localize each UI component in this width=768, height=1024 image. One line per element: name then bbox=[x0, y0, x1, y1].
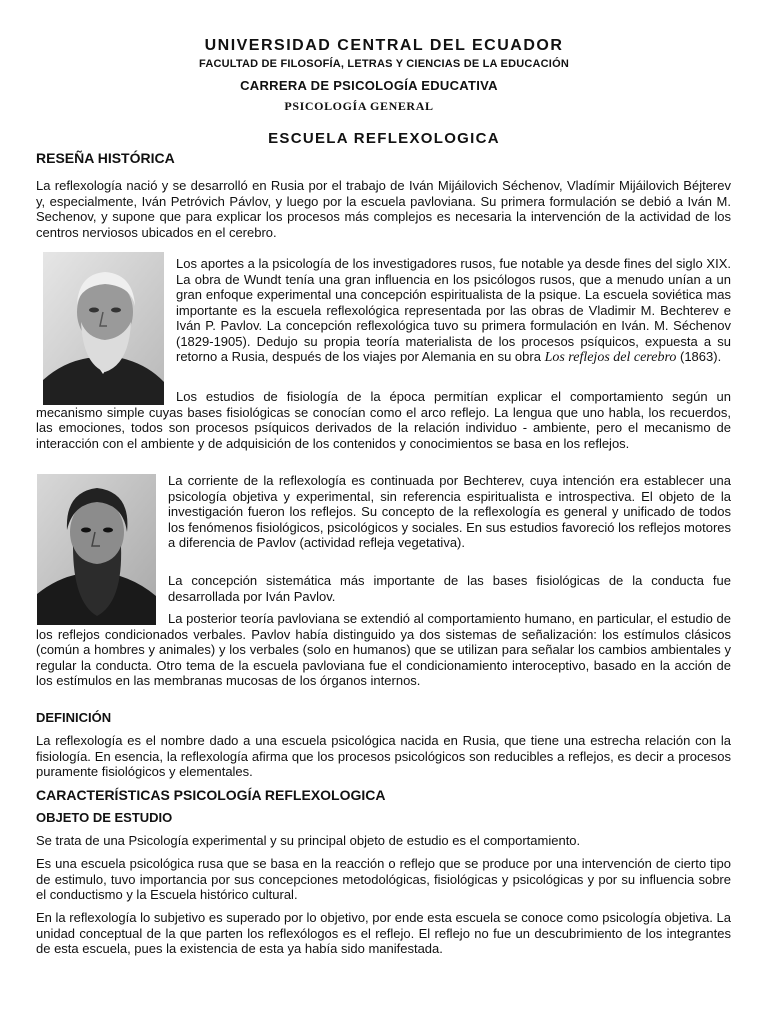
section-heading-definition: DEFINICIÓN bbox=[36, 710, 112, 725]
paragraph-bechterev: La corriente de la reflexología es continuada por Bechterev, cuya intención era establecer una psicología objetiva y experimental, sin referencia espiritualista e introspectiva. El objeto de la investigación fueron los reflejos. Su concepto de la reflexología es general y unificado de todos los fenómenos fisiológicos, psicológicos y sociales. En sus estudios favoreció los reflejos motores a diferencia de Pavlov (actividad refleja vegetativa). bbox=[168, 473, 731, 550]
paragraph-objective-psychology: En la reflexología lo subjetivo es superado por lo objetivo, por ende esta escuela se conoce como psicología objetiva. La unidad conceptual de la que parten los reflexólogos es el reflejo. El reflejo no fue un descubrimiento de los integrantes de esta escuela, pues la existencia de esta ya había sido manifestada. bbox=[36, 910, 731, 956]
paragraph-object-intro: Se trata de una Psicología experimental y su principal objeto de estudio es el comportamiento. bbox=[36, 833, 581, 848]
section-heading-history: RESEÑA HISTÓRICA bbox=[36, 150, 175, 166]
career-name: CARRERA DE PSICOLOGÍA EDUCATIVA bbox=[240, 78, 498, 93]
subject-name: PSICOLOGÍA GENERAL bbox=[284, 99, 434, 113]
document-title: ESCUELA REFLEXOLOGICA bbox=[268, 130, 500, 147]
paragraph-definition: La reflexología es el nombre dado a una escuela psicológica nacida en Rusia, que tiene una estrecha relación con la fisiología. En esencia, la reflexología afirma que los procesos psicológicos son reducibles a reflejos, es decir a procesos puramente fisiológicos y elementales. bbox=[36, 733, 731, 779]
portrait-sechenov-image bbox=[43, 252, 164, 405]
paragraph-russian-contributions bbox=[176, 256, 731, 366]
paragraph-history-intro: La reflexología nació y se desarrolló en Rusia por el trabajo de Iván Mijáilovich Séchenov, Vladímir Mijáilovich Béjterev y, especialmente, Iván Petróvich Pávlov, y luego por la escuela pavloviana. Su primera formulación se debió a Iván M. Sechenov, y supone que para explicar los procesos más complejos es necesaria la intervención de la actividad de los centros nerviosos ubicados en el cerebro. bbox=[36, 178, 731, 240]
faculty-name: FACULTAD DE FILOSOFÍA, LETRAS Y CIENCIAS DE LA EDUCACIÓN bbox=[199, 58, 569, 70]
section-heading-object: OBJETO DE ESTUDIO bbox=[36, 810, 173, 825]
paragraph-russian-school: Es una escuela psicológica rusa que se basa en la reacción o reflejo que se produce por una intervención de cierto tipo de estimulo, tuvo importancia por sus concepciones metodológicas, fisiológicas y psicológicas y por su influencia sobre el conductismo y la Escuela histórico cultural. bbox=[36, 856, 731, 902]
university-name: UNIVERSIDAD CENTRAL DEL ECUADOR bbox=[204, 37, 564, 54]
portrait-sechenov bbox=[43, 252, 164, 405]
book-year: (1863). bbox=[676, 349, 722, 364]
book-title: Los reflejos del cerebro bbox=[544, 350, 677, 365]
paragraph-russian-contributions-text: Los aportes a la psicología de los investigadores rusos, fue notable ya desde fines del siglo XIX. La obra de Wundt tenía una gran influencia en los psicólogos rusos, que a menudo unían a un gran enfoque experimental una concepción espiritualista de la psique. La escuela soviética mas importante es la escuela reflexológica representada por las obras de Vladimir M. Bechterev e Iván P. Pavlov. La concepción reflexológica tuvo su primera formulación en Iván. M. Séchenov (1829-1905). Dedujo su propia teoría materialista de los procesos psíquicos, expuesta a su retorno a Rusia, después de los viajes por Alemania en su obra bbox=[176, 256, 731, 364]
section-heading-characteristics: CARACTERÍSTICAS PSICOLOGÍA REFLEXOLOGICA bbox=[36, 787, 386, 803]
portrait-bechterev bbox=[37, 474, 156, 625]
paragraph-pavlovian-theory: La posterior teoría pavloviana se extendió al comportamiento humano, en particular, el estudio de los reflejos condicionados verbales. Pavlov había distinguido ya dos sistemas de señalización: los estímulos clásicos (común a hombres y animales) y los verbales (solo en humanos) que se utilizan para señalar los cambios ambientales y regular la conducta. Otro tema de la escuela pavloviana fue el condicionamiento interoceptivo, basado en la acción de los estímulos en las membranas mucosas de los órganos internos. bbox=[36, 611, 731, 688]
paragraph-physiology: Los estudios de fisiología de la época permitían explicar el comportamiento según un mecanismo simple cuyas bases fisiológicas se conocían como el arco reflejo. La lengua que uno habla, los recuerdos, las emociones, todos son procesos psíquicos derivados de la relación individuo - ambiente, pero el mecanismo de interacción con el ambiente y de adquisición de los contenidos y conocimientos se basa en los reflejos. bbox=[36, 389, 731, 451]
paragraph-pavlov-conception: La concepción sistemática más importante de las bases fisiológicas de la conducta fue desarrollada por Iván Pavlov. bbox=[168, 573, 731, 604]
portrait-bechterev-image bbox=[37, 474, 156, 625]
